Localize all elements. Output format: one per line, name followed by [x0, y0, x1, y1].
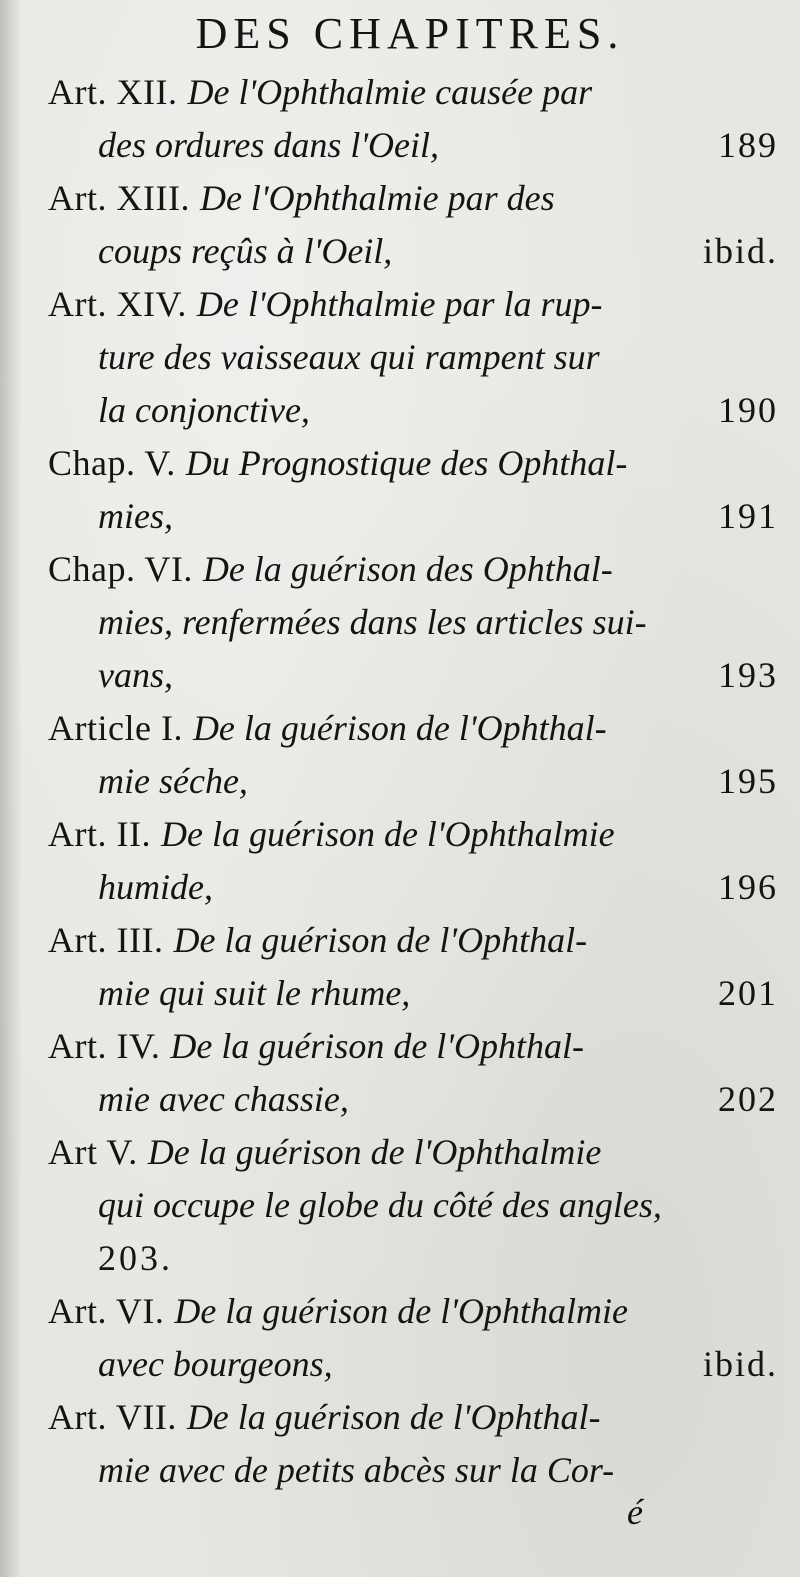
toc-entry-line [48, 1073, 778, 1126]
toc-entry-line [48, 278, 778, 331]
toc-entry-title: De la guérison de l'Ophthal- [173, 920, 588, 960]
toc-entry-line [48, 119, 778, 172]
toc-entry [48, 914, 778, 1020]
toc-entry-page: 196 [718, 867, 778, 907]
toc-entry [48, 543, 778, 702]
toc-entry-label: Chap. VI. [48, 549, 193, 589]
toc-entry-page: 189 [718, 125, 778, 165]
toc-entry [48, 172, 778, 278]
toc-entry-label: Art. XIII. [48, 178, 190, 218]
toc-entry-page: ibid. [702, 1344, 778, 1384]
toc-entry-title: humide, [98, 867, 213, 907]
toc-entry-line [48, 543, 778, 596]
toc-entry [48, 278, 778, 437]
toc-entry-line [48, 437, 778, 490]
toc-entry-title: avec bourgeons, [98, 1344, 333, 1384]
toc-entry [48, 66, 778, 172]
toc-entry-title: De l'Ophthalmie par la rup- [196, 284, 603, 324]
toc-entry-label: Art. VI. [48, 1291, 165, 1331]
toc-entry-label: Art V. [48, 1132, 138, 1172]
toc-entry-title: mie séche, [98, 761, 248, 801]
toc-entry-page: 203. [98, 1238, 173, 1278]
toc-entry-line [48, 1338, 778, 1391]
toc-entry-line [48, 490, 778, 543]
toc-entry-page: 191 [718, 496, 778, 536]
toc-entry-title: mie avec de petits abcès sur la Cor- [98, 1450, 615, 1490]
toc-entry [48, 1020, 778, 1126]
toc-entry-page: ibid. [702, 231, 778, 271]
toc-entry-title: la conjonctive, [98, 390, 310, 430]
toc-entry [48, 808, 778, 914]
toc-entry-line [48, 1492, 778, 1532]
toc-entry-title: vans, [98, 655, 173, 695]
toc-entry-title: De la guérison de l'Ophthalmie [147, 1132, 602, 1172]
toc-entry-title: ture des vaisseaux qui rampent sur [98, 337, 600, 377]
toc-entry-title: Du Prognostique des Ophthal- [185, 443, 628, 483]
toc-entry-title: De la guérison de l'Ophthalmie [160, 814, 615, 854]
toc-entry-label: Art. II. [48, 814, 151, 854]
toc-entry [48, 1285, 778, 1391]
table-of-contents [48, 66, 778, 1532]
toc-entry-title: De la guérison de l'Ophthal- [192, 708, 607, 748]
toc-entry-label: Art. IV. [48, 1026, 161, 1066]
toc-entry-line [48, 755, 778, 808]
toc-entry-line [48, 331, 778, 384]
toc-entry-label: Art. III. [48, 920, 164, 960]
toc-entry-label: Chap. V. [48, 443, 176, 483]
toc-entry-title: De la guérison des Ophthal- [202, 549, 613, 589]
toc-entry [48, 1126, 778, 1285]
toc-entry-line [48, 1179, 778, 1232]
toc-entry-line [48, 702, 778, 755]
toc-entry-title: De la guérison de l'Ophthalmie [174, 1291, 628, 1331]
toc-entry-label: Article I. [48, 708, 183, 748]
toc-entry [48, 702, 778, 808]
toc-entry-line [48, 1391, 778, 1444]
toc-entry-line [48, 649, 778, 702]
toc-entry-line [48, 172, 778, 225]
toc-entry-title: coups reçûs à l'Oeil, [98, 231, 393, 271]
toc-entry-line [48, 861, 778, 914]
toc-entry-line [48, 66, 778, 119]
toc-entry-title: mies, renfermées dans les articles sui- [98, 602, 647, 642]
toc-entry-line [48, 1444, 778, 1497]
toc-entry-line [48, 225, 778, 278]
toc-entry-label: Art. XIV. [48, 284, 187, 324]
catchword: é [627, 1492, 643, 1532]
page-gutter-shadow [0, 0, 22, 1577]
toc-entry-line [48, 1232, 778, 1285]
toc-entry-title: De la guérison de l'Ophthal- [186, 1397, 601, 1437]
toc-entry-title: mie qui suit le rhume, [98, 973, 411, 1013]
toc-entry-line [48, 967, 778, 1020]
toc-entry-line [48, 914, 778, 967]
toc-entry-title: qui occupe le globe du côté des angles, [98, 1185, 662, 1225]
toc-entry-line [48, 1020, 778, 1073]
toc-entry-line [48, 596, 778, 649]
toc-entry-label: Art. XII. [48, 72, 178, 112]
toc-entry-page: 201 [718, 973, 778, 1013]
running-head: DES CHAPITRES. [195, 9, 625, 58]
toc-entry-title: mie avec chassie, [98, 1079, 349, 1119]
toc-entry-page: 190 [718, 390, 778, 430]
toc-entry-line [48, 1285, 778, 1338]
toc-entry [48, 1391, 778, 1532]
toc-entry-line [48, 384, 778, 437]
toc-entry-page: 195 [718, 761, 778, 801]
toc-entry-title: De l'Ophthalmie causée par [187, 72, 593, 112]
toc-entry-page: 202 [718, 1079, 778, 1119]
toc-entry-title: De la guérison de l'Ophthal- [170, 1026, 584, 1066]
toc-entry-page: 193 [718, 655, 778, 695]
toc-entry-title: De l'Ophthalmie par des [199, 178, 555, 218]
toc-entry-title: des ordures dans l'Oeil, [98, 125, 440, 165]
toc-entry-line [48, 808, 778, 861]
toc-entry-line [48, 1126, 778, 1179]
toc-entry-title: mies, [98, 496, 173, 536]
toc-entry-label: Art. VII. [48, 1397, 177, 1437]
toc-entry [48, 437, 778, 543]
